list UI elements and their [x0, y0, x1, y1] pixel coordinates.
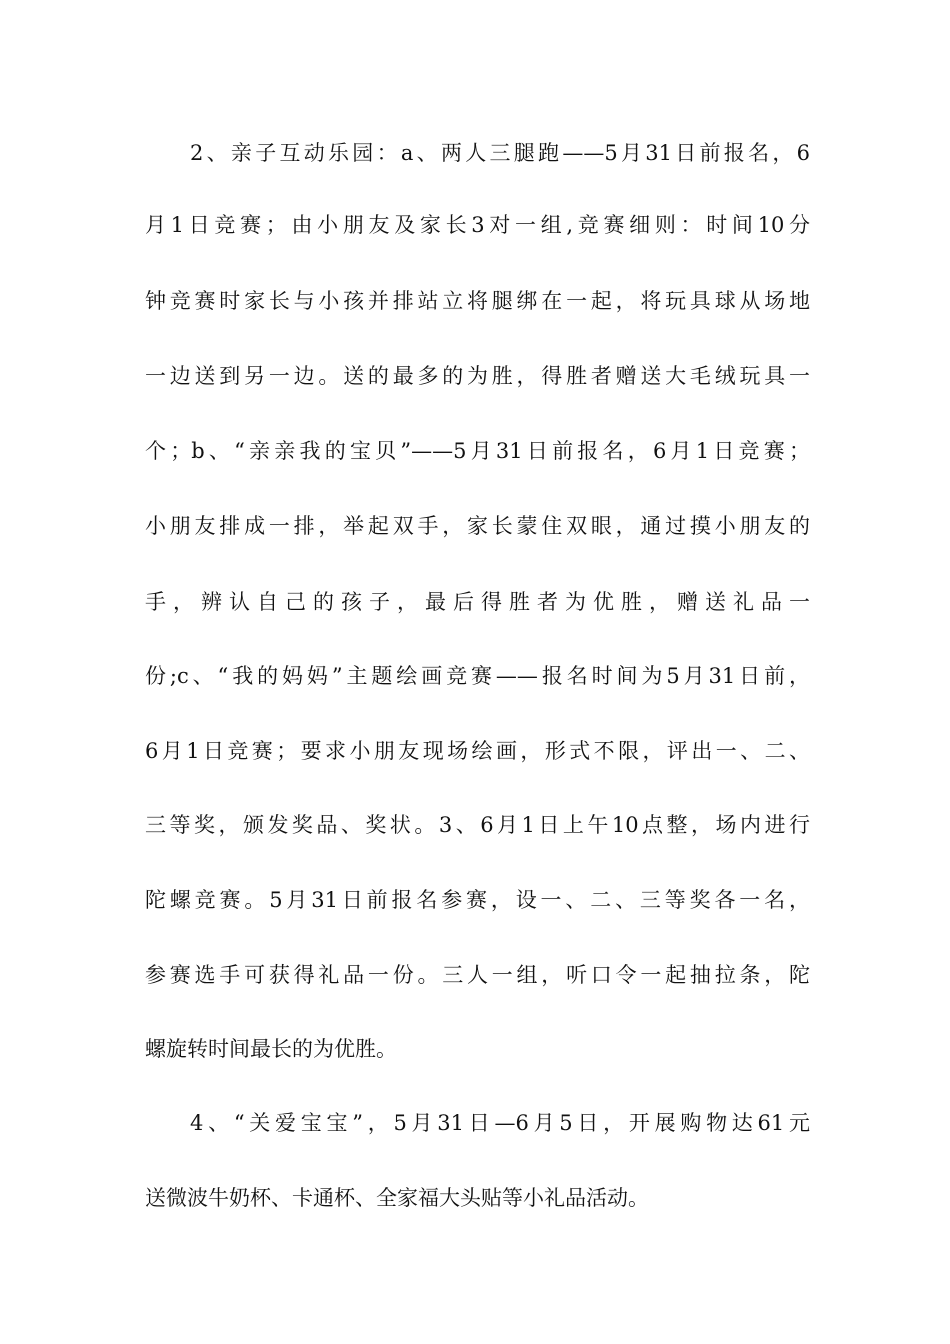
paragraph-line-4: 一边送到另一边。送的最多的为胜，得胜者赠送大毛绒玩具一: [145, 364, 810, 388]
paragraph-line-1: 2、亲子互动乐园：a、两人三腿跑——5月31日前报名，6: [190, 141, 810, 165]
paragraph-line-5: 个；b、“亲亲我的宝贝”——5月31日前报名，6月1日竞赛；: [145, 439, 810, 463]
paragraph-line-8: 份;c、“我的妈妈”主题绘画竞赛——报名时间为5月31日前，: [145, 664, 810, 688]
paragraph-line-12: 参赛选手可获得礼品一份。三人一组，听口令一起抽拉条，陀: [145, 963, 810, 987]
paragraph-line-13: 螺旋转时间最长的为优胜。: [145, 1037, 397, 1061]
paragraph-line-11: 陀螺竞赛。5月31日前报名参赛，设一、二、三等奖各一名，: [145, 888, 810, 912]
paragraph-line-3: 钟竞赛时家长与小孩并排站立将腿绑在一起，将玩具球从场地: [145, 289, 810, 313]
paragraph-line-15: 送微波牛奶杯、卡通杯、全家福大头贴等小礼品活动。: [145, 1186, 649, 1210]
paragraph-line-7: 手，辨认自己的孩子，最后得胜者为优胜，赠送礼品一: [145, 590, 810, 614]
paragraph-line-14: 4、“关爱宝宝”，5月31日—6月5日，开展购物达61元: [190, 1111, 810, 1135]
paragraph-line-6: 小朋友排成一排，举起双手，家长蒙住双眼，通过摸小朋友的: [145, 514, 810, 538]
paragraph-line-10: 三等奖，颁发奖品、奖状。3、6月1日上午10点整，场内进行: [145, 813, 810, 837]
paragraph-line-2: 月1日竞赛；由小朋友及家长3对一组,竞赛细则：时间10分: [145, 213, 810, 237]
paragraph-line-9: 6月1日竞赛；要求小朋友现场绘画，形式不限，评出一、二、: [145, 739, 810, 763]
